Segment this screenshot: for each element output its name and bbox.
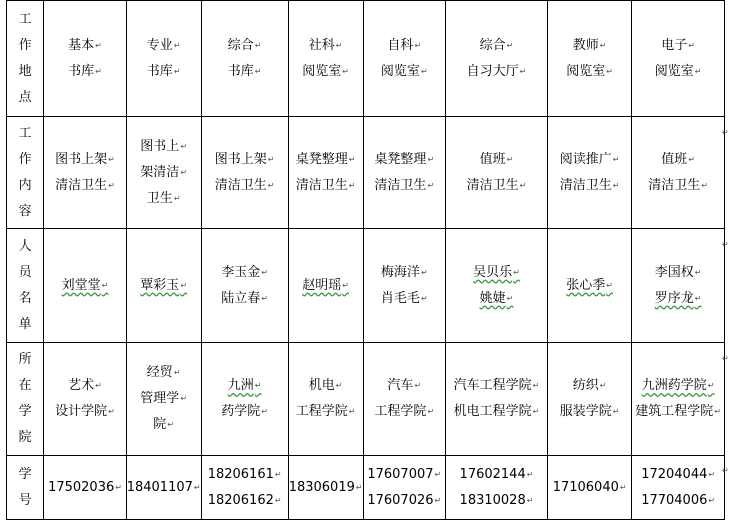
staff-schedule-table (6, 0, 729, 520)
cell-line: 经贸 ↵ (127, 360, 201, 386)
cell-line: 吴贝乐 ↵ (446, 260, 547, 286)
cell-content (44, 117, 126, 229)
cell-line: 图书上架 ↵ (44, 147, 125, 173)
cell-line: 罗序龙 ↵ (632, 286, 724, 312)
cell-line: 阅览室 ↵ (548, 59, 631, 85)
cell-line: 纺织 ↵ (548, 373, 631, 399)
cell-student-id (44, 456, 126, 520)
cell-line: 清洁卫生 ↵ (44, 173, 125, 199)
cell-names (363, 229, 445, 343)
cell-line: 书库 ↵ (127, 59, 201, 85)
row-college (7, 343, 725, 456)
cell-line: 18206161 ↵ (202, 462, 288, 488)
cell-line: 九洲 ↵ (202, 373, 288, 399)
cell-line: 自科 ↵ (364, 33, 445, 59)
cell-line: 18401107 ↵ (127, 475, 201, 501)
cell-student-id (547, 456, 631, 520)
cell-line: 建筑工程学院 ↵ (632, 399, 724, 425)
header-char: 工 (18, 125, 32, 141)
header-char: 作 (18, 151, 32, 167)
cell-location (126, 1, 201, 117)
cell-line: 阅览室 ↵ (632, 59, 724, 85)
cell-line: 书库 ↵ (202, 59, 288, 85)
row-student-id (7, 456, 725, 520)
end-of-row-mark: ↵ (722, 240, 729, 249)
cell-student-id (363, 456, 445, 520)
cell-student-id (632, 456, 729, 520)
header-staff-names (7, 229, 44, 343)
cell-line: 机电 ↵ (289, 373, 363, 399)
cell-content (288, 117, 363, 229)
cell-college (201, 343, 288, 456)
cell-student-id (446, 456, 548, 520)
row-work-location (7, 1, 725, 117)
cell-line: 桌凳整理 ↵ (289, 147, 363, 173)
cell-line: 清洁卫生 ↵ (632, 173, 724, 199)
cell-line: 书库 ↵ (44, 59, 125, 85)
cell-line: 17607007 ↵ (364, 462, 445, 488)
cell-location (363, 1, 445, 117)
cell-names (547, 229, 631, 343)
cell-names (201, 229, 288, 343)
header-char: 工 (18, 11, 32, 27)
cell-line: 电子 ↵ (632, 33, 724, 59)
cell-line: 梅海洋 ↵ (364, 260, 445, 286)
header-char: 名 (18, 290, 32, 306)
cell-college (446, 343, 548, 456)
cell-line: 阅览室 ↵ (364, 59, 445, 85)
header-char: 单 (18, 316, 32, 332)
cell-line: 教师 ↵ (548, 33, 631, 59)
header-char: 地 (18, 63, 32, 79)
cell-line: 张心季 ↵ (548, 273, 631, 299)
cell-line: 值班 ↵ (446, 147, 547, 173)
cell-location (547, 1, 631, 117)
cell-line: 艺术 ↵ (44, 373, 125, 399)
cell-line: 李国权 ↵ (632, 260, 724, 286)
cell-college (288, 343, 363, 456)
cell-line: 清洁卫生 ↵ (202, 173, 288, 199)
cell-line: 图书上 ↵ (127, 134, 201, 160)
header-student-id (7, 456, 44, 520)
cell-location (632, 1, 725, 117)
cell-line: 阅读推广 ↵ (548, 147, 631, 173)
header-char: 作 (18, 37, 32, 53)
cell-line: 服装学院 ↵ (548, 399, 631, 425)
header-char: 学 (18, 466, 32, 482)
cell-line: 17607026 ↵ (364, 488, 445, 514)
cell-line: 管理学 ↵ (127, 386, 201, 412)
cell-line: 18306019 ↵ (289, 475, 363, 501)
header-college (7, 343, 44, 456)
header-char: 学 (18, 404, 32, 419)
cell-line: 桌凳整理 ↵ (364, 147, 445, 173)
cell-names (632, 229, 729, 343)
header-char: 点 (18, 89, 32, 105)
header-char: 所 (18, 352, 32, 367)
cell-line: 李玉金 ↵ (202, 260, 288, 286)
cell-content (446, 117, 548, 229)
cell-line: 汽车 ↵ (364, 373, 445, 399)
cell-line: 九洲药学院 ↵ (632, 373, 724, 399)
cell-line: 清洁卫生 ↵ (289, 173, 363, 199)
cell-line: 陆立春 ↵ (202, 286, 288, 312)
cell-content (126, 117, 201, 229)
cell-line: 基本 ↵ (44, 33, 125, 59)
cell-content (632, 117, 729, 229)
cell-line: 卫生 ↵ (127, 186, 201, 212)
cell-line: 药学院 ↵ (202, 399, 288, 425)
cell-line: 肖毛毛 ↵ (364, 286, 445, 312)
header-char: 容 (18, 203, 32, 219)
header-char: 人 (18, 238, 32, 254)
cell-line: 汽车工程学院 ↵ (446, 373, 547, 399)
cell-line: 17602144 ↵ (446, 462, 547, 488)
cell-college (126, 343, 201, 456)
header-char: 号 (18, 492, 32, 508)
cell-college (547, 343, 631, 456)
cell-line: 刘堂堂 ↵ (44, 273, 125, 299)
cell-line: 架清洁 ↵ (127, 160, 201, 186)
cell-line: 综合 ↵ (446, 33, 547, 59)
cell-student-id (201, 456, 288, 520)
cell-line: 值班 ↵ (632, 147, 724, 173)
cell-line: 图书上架 ↵ (202, 147, 288, 173)
row-staff-names (7, 229, 725, 343)
cell-line: 阅览室 ↵ (289, 59, 363, 85)
cell-location (201, 1, 288, 117)
cell-college (363, 343, 445, 456)
header-work-content (7, 117, 44, 229)
end-of-row-mark: ↵ (722, 128, 729, 137)
cell-line: 专业 ↵ (127, 33, 201, 59)
cell-line: 姚婕 ↵ (446, 286, 547, 312)
cell-line: 18206162 ↵ (202, 488, 288, 514)
cell-line: 18310028 ↵ (446, 488, 547, 514)
cell-line: 17704006 ↵ (632, 488, 724, 514)
cell-line: 社科 ↵ (289, 33, 363, 59)
cell-line: 清洁卫生 ↵ (548, 173, 631, 199)
header-char: 内 (18, 177, 32, 193)
cell-line: 自习大厅 ↵ (446, 59, 547, 85)
cell-line: 综合 ↵ (202, 33, 288, 59)
cell-line: 工程学院 ↵ (289, 399, 363, 425)
header-work-location (7, 1, 44, 117)
cell-line: 17106040 ↵ (548, 475, 631, 501)
end-of-row-mark: ↵ (722, 466, 729, 475)
cell-line: 院 ↵ (127, 412, 201, 438)
end-of-row-mark: ↵ (722, 354, 729, 363)
cell-names (288, 229, 363, 343)
cell-location (44, 1, 126, 117)
cell-names (126, 229, 201, 343)
cell-line: 覃彩玉 ↵ (127, 273, 201, 299)
cell-names (446, 229, 548, 343)
cell-line: 17502036 ↵ (44, 475, 125, 501)
cell-line: 17204044 ↵ (632, 462, 724, 488)
cell-line: 赵明瑶 ↵ (289, 273, 363, 299)
cell-student-id (288, 456, 363, 520)
header-char: 员 (18, 264, 32, 280)
cell-content (201, 117, 288, 229)
cell-college (44, 343, 126, 456)
cell-student-id (126, 456, 201, 520)
cell-line: 机电工程学院 ↵ (446, 399, 547, 425)
header-char: 院 (18, 430, 32, 445)
cell-location (446, 1, 548, 117)
cell-content (547, 117, 631, 229)
row-work-content (7, 117, 725, 229)
cell-line: 设计学院 ↵ (44, 399, 125, 425)
cell-location (288, 1, 363, 117)
cell-content (363, 117, 445, 229)
cell-line: 清洁卫生 ↵ (446, 173, 547, 199)
cell-college (632, 343, 729, 456)
cell-names (44, 229, 126, 343)
cell-line: 工程学院 ↵ (364, 399, 445, 425)
cell-line: 清洁卫生 ↵ (364, 173, 445, 199)
header-char: 在 (18, 378, 32, 393)
